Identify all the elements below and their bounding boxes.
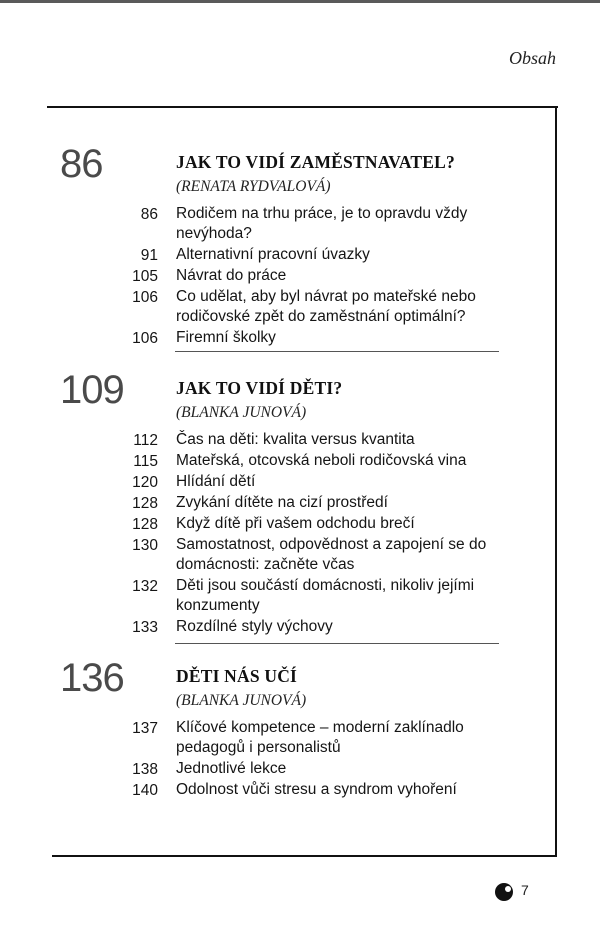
entry-title: Když dítě při vašem odchodu brečí bbox=[176, 515, 415, 532]
section-entries bbox=[0, 204, 600, 349]
entry-page: 130 bbox=[132, 537, 158, 554]
entry-page: 106 bbox=[132, 289, 158, 306]
section-divider bbox=[175, 643, 499, 644]
entry-page: 137 bbox=[132, 720, 158, 737]
toc-entry[interactable] bbox=[0, 266, 600, 286]
entry-title: Klíčové kompetence – moderní zaklínadlo pedagogů i personalistů bbox=[176, 719, 464, 756]
page-ornament-icon bbox=[495, 883, 513, 901]
section-title: DĚTI NÁS UČÍ bbox=[176, 666, 298, 686]
running-head: Obsah bbox=[508, 48, 556, 68]
entry-page: 86 bbox=[140, 206, 158, 223]
entry-page: 140 bbox=[132, 782, 158, 799]
toc-entry[interactable] bbox=[0, 204, 600, 244]
frame-top-rule bbox=[47, 106, 558, 108]
entry-page: 106 bbox=[132, 330, 158, 347]
entry-page: 128 bbox=[132, 495, 158, 512]
entry-page: 128 bbox=[132, 516, 158, 533]
toc-entry[interactable] bbox=[0, 576, 600, 616]
toc-entry[interactable] bbox=[0, 514, 600, 534]
section-start-page: 136 bbox=[60, 656, 124, 700]
page-number: 7 bbox=[521, 882, 529, 898]
toc-entry[interactable] bbox=[0, 780, 600, 800]
entry-page: 138 bbox=[132, 761, 158, 778]
section-author: (BLANKA JUNOVÁ) bbox=[176, 692, 307, 709]
entry-title: Samostatnost, odpovědnost a zapojení se do domácnosti: začněte včas bbox=[176, 536, 487, 573]
entry-page: 132 bbox=[132, 578, 158, 595]
section-start-page: 109 bbox=[60, 368, 124, 412]
entry-title: Rozdílné styly výchovy bbox=[176, 618, 333, 635]
toc-entry[interactable] bbox=[0, 493, 600, 513]
entry-page: 115 bbox=[133, 453, 158, 470]
section-title: JAK TO VIDÍ DĚTI? bbox=[176, 378, 343, 398]
entry-page: 120 bbox=[132, 474, 158, 491]
toc-entry[interactable] bbox=[0, 718, 600, 758]
section-entries bbox=[0, 430, 600, 638]
entry-page: 105 bbox=[132, 268, 158, 285]
toc-entry[interactable] bbox=[0, 328, 600, 348]
entry-title: Odolnost vůči stresu a syndrom vyhoření bbox=[176, 781, 457, 798]
entry-title: Návrat do práce bbox=[176, 267, 287, 284]
toc-entry[interactable] bbox=[0, 759, 600, 779]
entry-title: Jednotlivé lekce bbox=[176, 760, 287, 777]
entry-title: Co udělat, aby byl návrat po mateřské nebo rodičovské zpět do zaměstnání optimální? bbox=[176, 288, 476, 325]
section-author: (BLANKA JUNOVÁ) bbox=[176, 404, 307, 421]
section-title: JAK TO VIDÍ ZAMĚSTNAVATEL? bbox=[176, 152, 455, 172]
top-edge-line bbox=[0, 0, 600, 3]
toc-entry[interactable] bbox=[0, 430, 600, 450]
frame-bottom-rule bbox=[52, 855, 557, 857]
entry-title: Firemní školky bbox=[176, 329, 276, 346]
entry-title: Rodičem na trhu práce, je to opravdu vždy nevýhoda? bbox=[176, 205, 468, 242]
entry-title: Čas na děti: kvalita versus kvantita bbox=[176, 431, 415, 448]
toc-entry[interactable] bbox=[0, 245, 600, 265]
entry-title: Alternativní pracovní úvazky bbox=[176, 246, 370, 263]
entry-title: Zvykání dítěte na cizí prostředí bbox=[176, 494, 388, 511]
section-start-page: 86 bbox=[60, 142, 103, 186]
toc-entry[interactable] bbox=[0, 451, 600, 471]
entry-title: Děti jsou součástí domácnosti, nikoliv jejími konzumenty bbox=[176, 577, 475, 614]
section-author: (RENATA RYDVALOVÁ) bbox=[176, 178, 331, 195]
toc-entry[interactable] bbox=[0, 472, 600, 492]
entry-page: 91 bbox=[140, 247, 158, 264]
entry-title: Mateřská, otcovská neboli rodičovská vina bbox=[176, 452, 467, 469]
toc-entry[interactable] bbox=[0, 535, 600, 575]
section-divider bbox=[175, 351, 499, 352]
entry-title: Hlídání dětí bbox=[176, 473, 256, 490]
section-entries bbox=[0, 718, 600, 801]
toc-entry[interactable] bbox=[0, 617, 600, 637]
toc-entry[interactable] bbox=[0, 287, 600, 327]
entry-page: 112 bbox=[133, 432, 158, 449]
entry-page: 133 bbox=[132, 619, 158, 636]
